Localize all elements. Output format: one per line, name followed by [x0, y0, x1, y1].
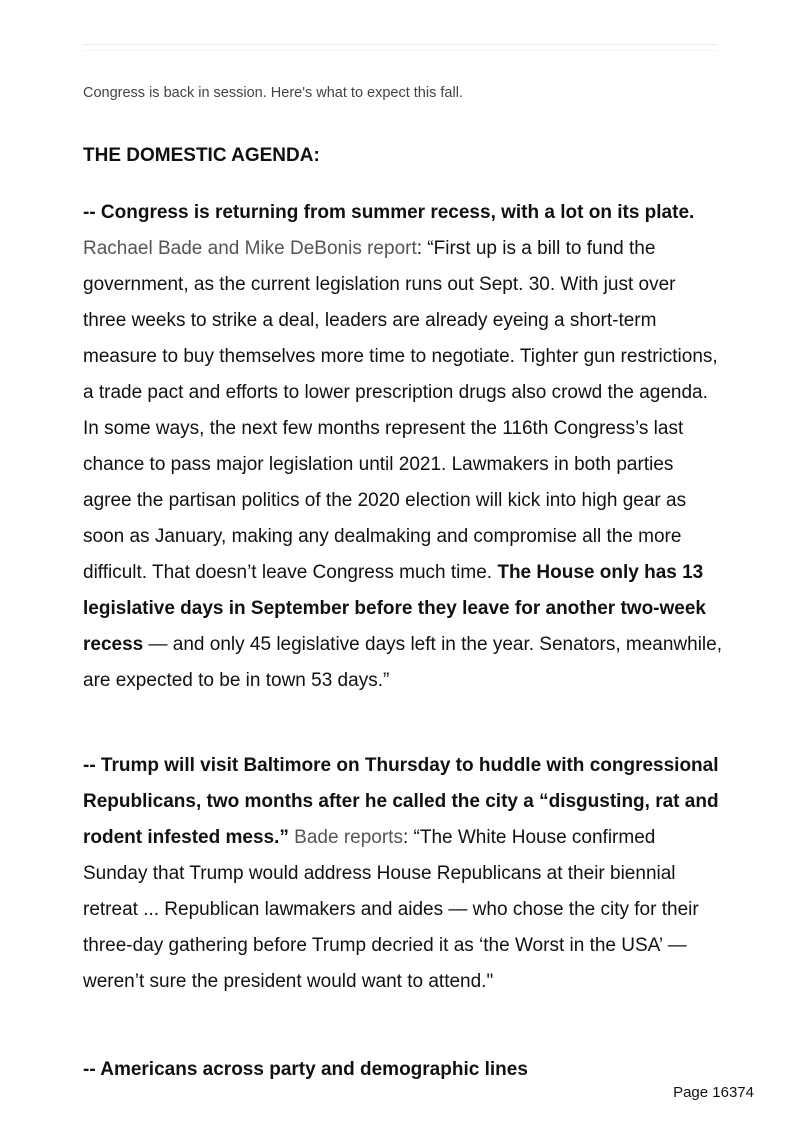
paragraph-body-end: — and only 45 legislative days left in the year. Senators, meanwhile, are expected to be in town 53 days.” [83, 634, 723, 691]
article-paragraph-trump-baltimore [83, 748, 723, 1000]
paragraph-headline: -- Congress is returning from summer recess, with a lot on its plate. [83, 202, 695, 223]
paragraph-emphasis: The House only has 13 legislative days in September before they leave for another two-week recess [83, 562, 706, 655]
author-report-link[interactable]: Rachael Bade and Mike DeBonis report [83, 238, 417, 259]
top-divider [83, 44, 717, 51]
intro-text: Congress is back in session. Here's what to expect this fall. [83, 85, 463, 101]
paragraph-headline: -- Trump will visit Baltimore on Thursday to huddle with congressional Republicans, two months after he called the city a “disgusting, rat and rodent infested mess.” [83, 755, 719, 848]
article-paragraph-congress-recess [83, 195, 723, 699]
article-paragraph-americans [83, 1052, 723, 1088]
paragraph-body: : “First up is a bill to fund the government, as the current legislation runs out Sept. 30. With just over three weeks to strike a deal, leaders are already eyeing a short-term measure to buy themselves more time to negotiate. Tighter gun restrictions, a trade pact and efforts to lower prescription drugs also crowd the agenda. In some ways, the next few months represent the 116th Congress’s last chance to pass major legislation until 2021. Lawmakers in both parties agree the partisan politics of the 2020 election will kick into high gear as soon as January, making any dealmaking and compromise all the more difficult. That doesn’t leave Congress much time. [83, 238, 718, 583]
page-number: Page 16374 [673, 1084, 754, 1101]
author-report-link[interactable]: Bade reports [294, 827, 403, 848]
paragraph-body: : “The White House confirmed Sunday that Trump would address House Republicans at their biennial retreat ... Republican lawmakers and aides — who chose the city for their three-day gathering before Trump decried it as ‘the Worst in the USA’ — weren’t sure the president would want to attend." [83, 827, 699, 992]
section-heading: THE DOMESTIC AGENDA: [83, 145, 320, 166]
paragraph-headline: -- Americans across party and demographic lines [83, 1059, 528, 1080]
